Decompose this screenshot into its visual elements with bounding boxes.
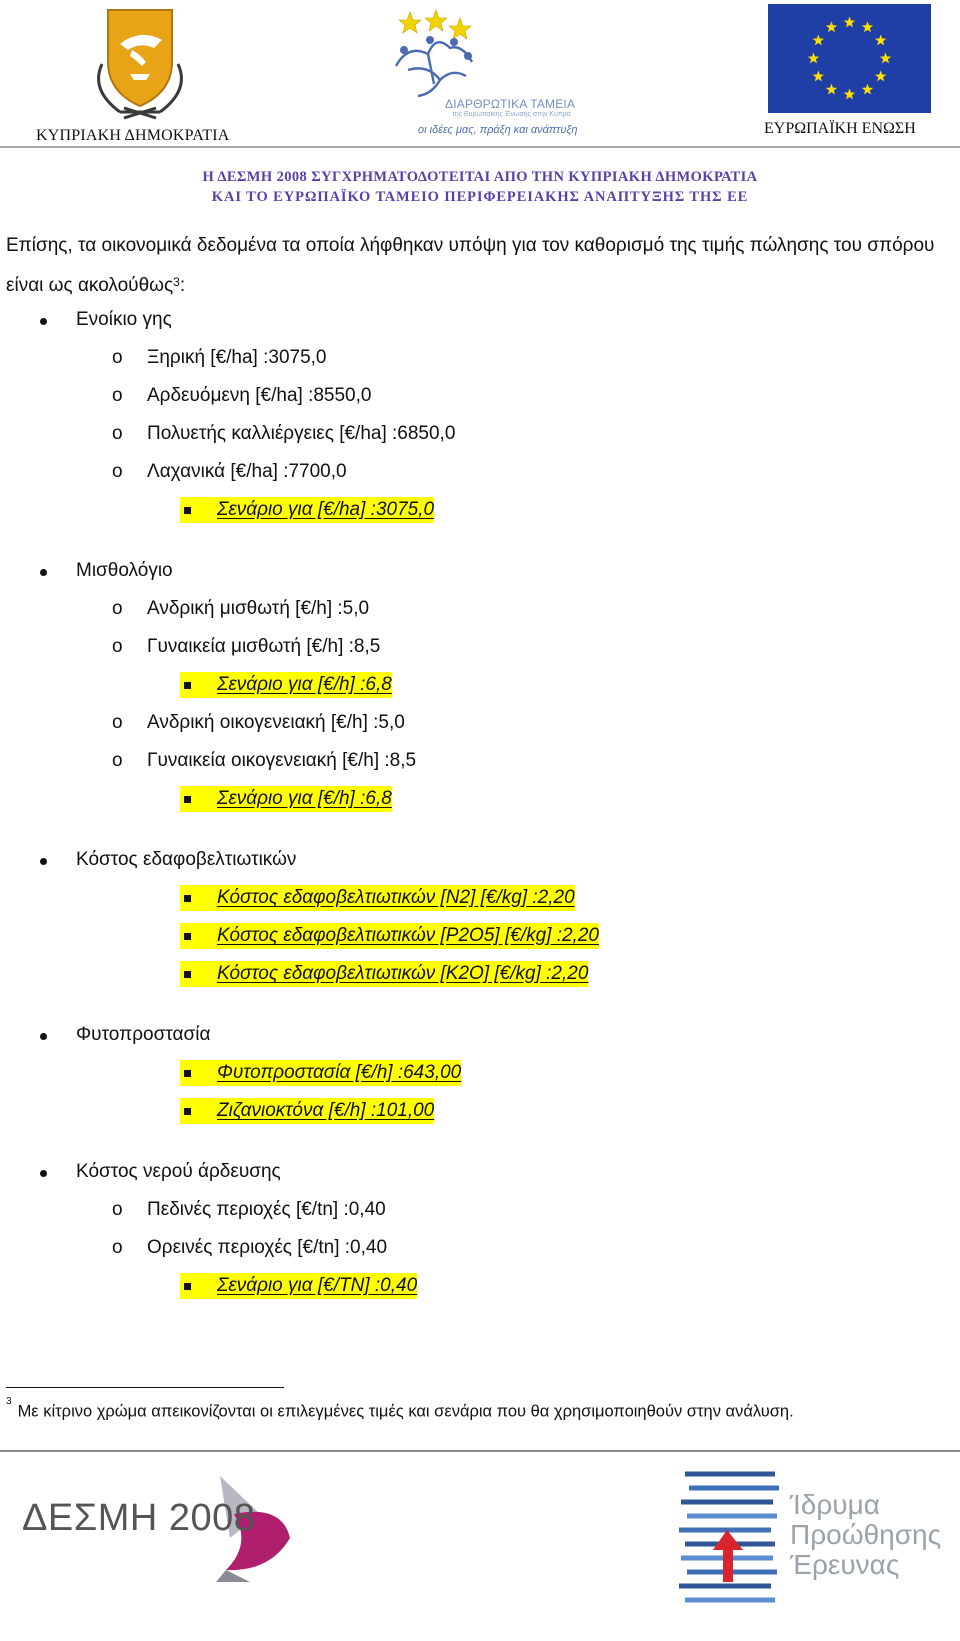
eu-flag-icon: [768, 4, 931, 113]
cyprus-republic-caption: ΚΥΠΡΙΑΚΗ ΔΗΜΟΚΡΑΤΙΑ: [36, 127, 230, 144]
foundation-name-line-2: Προώθησης: [790, 1519, 942, 1550]
cofinancing-line-2: ΚΑΙ ΤΟ ΕΥΡΩΠΑΪΚΟ ΤΑΜΕΙΟ ΠΕΡΙΦΕΡΕΙΑΚΗΣ ΑΝΑΠΤΥΞΗΣ ΤΗΣ ΕΕ: [211, 189, 749, 205]
bullet-icon: [40, 1033, 47, 1040]
foundation-name-line-1: Ίδρυμα: [790, 1489, 880, 1520]
page-header: [0, 0, 960, 215]
square-bullet-icon: [184, 796, 191, 803]
intro-tail: :: [179, 275, 186, 296]
square-bullet-icon: [184, 895, 191, 902]
square-bullet-icon: [184, 933, 191, 940]
intro-paragraph: [6, 226, 958, 306]
structural-funds-logo-icon: [388, 4, 588, 142]
eu-caption: ΕΥΡΩΠΑΪΚΗ ΕΝΩΣΗ: [764, 120, 916, 137]
header-divider: [0, 146, 960, 148]
bullet-icon: [40, 569, 47, 576]
footnote-text: Με κίτρινο χρώμα απεικονίζονται οι επιλεγμένες τιμές και σενάρια που θα χρησιμοποιηθούν στην ανάλυση.: [17, 1402, 794, 1421]
intro-text: Επίσης, τα οικονομικά δεδομένα τα οποία λήφθηκαν υπόψη για τον καθορισμό της τιμής πώλησης του σπόρου είναι ως ακολούθως: [6, 235, 935, 296]
square-bullet-icon: [184, 1108, 191, 1115]
foundation-name-line-3: Έρευνας: [790, 1549, 900, 1580]
cyprus-coat-of-arms-icon: [80, 4, 200, 122]
footnote-separator: [6, 1387, 284, 1388]
fund-logo-title: ΔΙΑΡΘΡΩΤΙΚΑ ΤΑΜΕΙΑ: [445, 97, 576, 111]
bullet-icon: [40, 858, 47, 865]
cofinancing-line-1: Η ΔΕΣΜΗ 2008 ΣΥΓΧΡΗΜΑΤΟΔΟΤΕΙΤΑΙ ΑΠΟ ΤΗΝ ΚΥΠΡΙΑΚΗ ΔΗΜΟΚΡΑΤΙΑ: [202, 169, 758, 185]
square-bullet-icon: [184, 1070, 191, 1077]
square-bullet-icon: [184, 1283, 191, 1290]
footnote-number: 3: [6, 1396, 12, 1407]
footnote-ref: 3: [173, 275, 180, 289]
square-bullet-icon: [184, 507, 191, 514]
desmi-logo-text: ΔΕΣΜΗ 2008: [22, 1497, 256, 1539]
bullet-icon: [40, 1170, 47, 1177]
footnote: [6, 1396, 794, 1422]
footer-divider: [0, 1450, 960, 1452]
square-bullet-icon: [184, 971, 191, 978]
bullet-icon: [40, 318, 47, 325]
fund-logo-slogan: οι ιδέες μας, πράξη και ανάπτυξη: [418, 124, 578, 136]
square-bullet-icon: [184, 682, 191, 689]
fund-logo-subtitle: της Ευρωπαϊκής Ένωσης στην Κύπρο: [452, 111, 571, 118]
